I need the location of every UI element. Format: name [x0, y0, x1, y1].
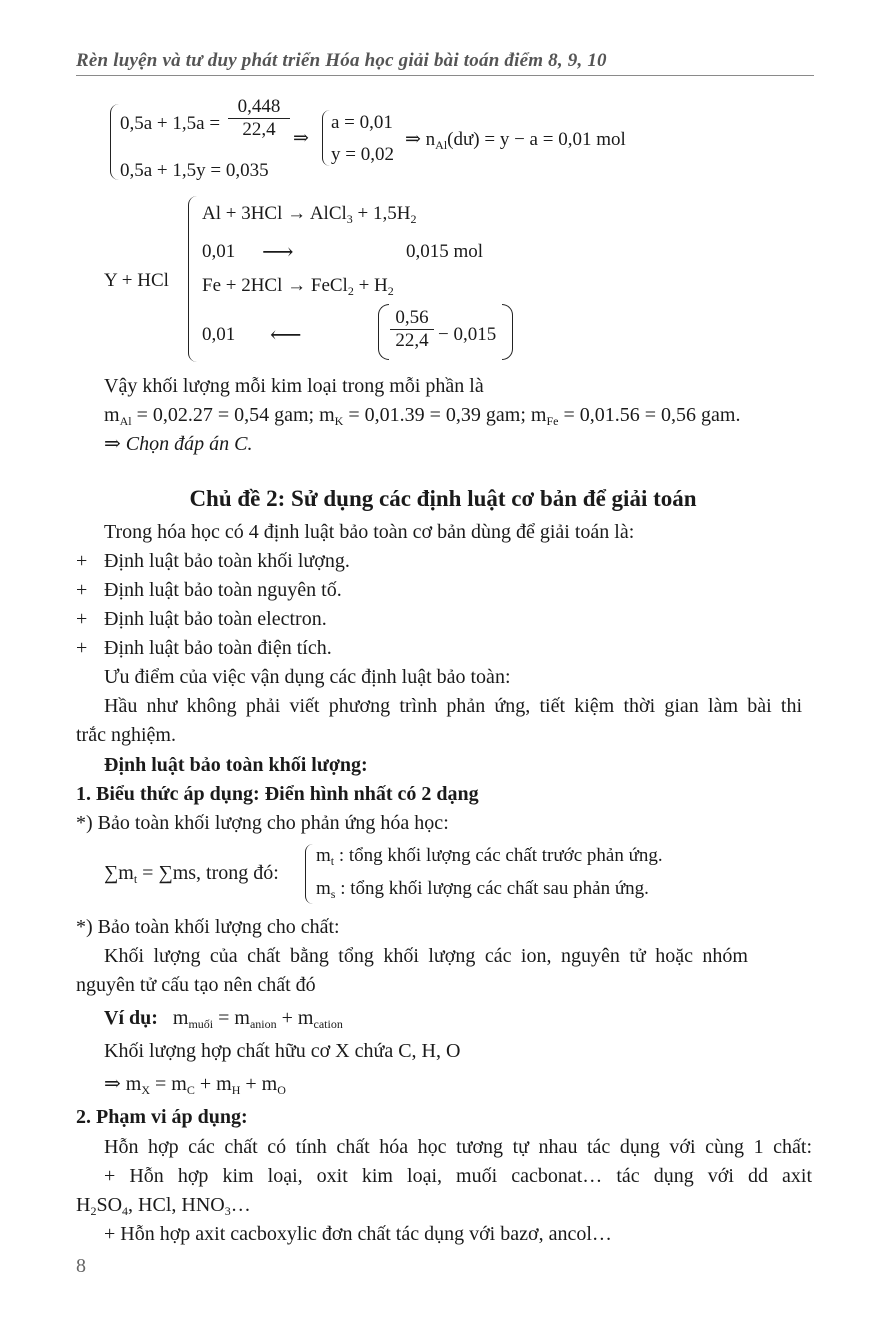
- mass-line2: nguyên tử cấu tạo nên chất đó: [76, 974, 316, 996]
- r1-tail: + 1,5H: [352, 203, 411, 224]
- org-so: O: [277, 1083, 286, 1097]
- law-item: Định luật bảo toàn điện tích.: [104, 637, 332, 659]
- org-sc: C: [186, 1083, 195, 1097]
- r2-right: 0,015 mol: [406, 241, 484, 262]
- sub-4: 4: [122, 1204, 129, 1218]
- organic-formula: [104, 1070, 286, 1099]
- org-b: = m: [150, 1073, 187, 1095]
- section-title: Chủ đề 2: Sử dụng các định luật cơ bản để giải toán: [189, 486, 697, 511]
- org-a: ⇒ m: [104, 1073, 142, 1095]
- ex-sub3: cation: [313, 1017, 343, 1031]
- fe-val: = 0,01.56 = 0,56 gam.: [558, 404, 741, 426]
- r4-fraction: [390, 307, 434, 352]
- mt-text: : tổng khối lượng các chất trước phản ứng.: [334, 845, 663, 866]
- page-number: 8: [76, 1255, 86, 1277]
- sum-sub: t: [133, 872, 138, 886]
- al-val: = 0,02.27 = 0,54 gam; m: [131, 404, 335, 426]
- solution-a: a = 0,01: [331, 112, 393, 133]
- star-item-1: *) Bảo toàn khối lượng cho phản ứng hóa học:: [76, 812, 449, 834]
- law-item: Định luật bảo toàn electron.: [104, 608, 327, 630]
- r4-tail: − 0,015: [438, 324, 497, 345]
- r1-text: Al + 3HCl → AlCl: [202, 203, 347, 224]
- scope-bullet-2: + Hỗn hợp axit cacboxylic đơn chất tác dụng với bazơ, ancol…: [104, 1223, 612, 1245]
- example-line: [104, 1004, 343, 1033]
- ms-text: : tổng khối lượng các chất sau phản ứng.: [335, 878, 649, 899]
- reaction-brace: [188, 196, 197, 362]
- ex-m1: m: [172, 1007, 189, 1029]
- scope-bullet-1: + Hỗn hợp kim loại, oxit kim loại, muối cacbonat… tác dụng với dd axit: [104, 1165, 812, 1187]
- scope-bullet-1-cont: [76, 1191, 251, 1220]
- bullet-mark: +: [76, 550, 88, 572]
- ex-plus: + m: [276, 1007, 314, 1029]
- h-letter: H: [76, 1194, 91, 1216]
- mass-line1: Khối lượng của chất bằng tổng khối lượng các ion, nguyên tử hoặc nhóm: [104, 945, 748, 967]
- hcl-hno: , HCl, HNO: [128, 1194, 225, 1216]
- implies-arrow: ⇒: [293, 128, 309, 149]
- left-brace: [110, 104, 119, 180]
- eq1-fraction: [228, 96, 290, 141]
- fraction-denominator: 22,4: [242, 119, 276, 140]
- law-item: Định luật bảo toàn khối lượng.: [104, 550, 350, 572]
- so-letters: SO: [96, 1194, 123, 1216]
- header-rule: [76, 75, 814, 76]
- m-al: m: [104, 404, 120, 426]
- r3-sub: 2: [347, 284, 354, 298]
- answer-choice: ⇒ Chọn đáp án C.: [104, 433, 253, 455]
- item-2-heading: 2. Phạm vi áp dụng:: [76, 1106, 248, 1128]
- star-item-2: *) Bảo toàn khối lượng cho chất:: [76, 916, 340, 938]
- result-al-excess: [405, 128, 626, 151]
- eq1-left: 0,5a + 1,5a =: [120, 113, 221, 134]
- org-sx: X: [141, 1083, 150, 1097]
- r3-text: Fe + 2HCl → FeCl: [202, 275, 348, 296]
- mass-law-title: Định luật bảo toàn khối lượng:: [104, 754, 368, 776]
- sum-b: = ∑ms, trong đó:: [137, 862, 279, 884]
- sum-a: ∑m: [104, 862, 134, 884]
- advantages-line1: Hầu như không phải viết phương trình phản ứng, tiết kiệm thời gian làm bài thi: [104, 695, 802, 717]
- ellipsis: …: [230, 1194, 251, 1216]
- r3-tail: + H: [353, 275, 388, 296]
- ms-definition: [316, 878, 649, 900]
- k-val: = 0,01.39 = 0,39 gam; m: [343, 404, 547, 426]
- reaction-label: Y + HCl: [104, 270, 169, 291]
- result-post: (dư) = y − a = 0,01 mol: [447, 129, 626, 150]
- al-sub: Al: [119, 414, 132, 428]
- result-sub: Al: [435, 138, 448, 152]
- org-sh: H: [231, 1083, 241, 1097]
- org-c: + m: [194, 1073, 232, 1095]
- r4-numerator: 0,56: [390, 307, 434, 330]
- solution-y: y = 0,02: [331, 144, 394, 165]
- advantages-title: Ưu điểm của việc vận dụng các định luật bảo toàn:: [104, 666, 511, 688]
- item-1-heading: 1. Biểu thức áp dụng: Điển hình nhất có 2 dạng: [76, 783, 479, 805]
- bullet-mark: +: [76, 579, 88, 601]
- eq2: 0,5a + 1,5y = 0,035: [120, 160, 269, 181]
- bullet-mark: +: [76, 608, 88, 630]
- intro-text: Trong hóa học có 4 định luật bảo toàn cơ bản dùng để giải toán là:: [104, 521, 635, 543]
- r4-arrow: ⟵: [270, 322, 302, 347]
- left-paren: [378, 304, 389, 360]
- org-d: + m: [240, 1073, 278, 1095]
- sum-brace: [305, 844, 313, 904]
- ms-sub: s: [330, 887, 336, 901]
- fe-sub: Fe: [546, 414, 559, 428]
- r4-denominator: 22,4: [395, 330, 429, 351]
- r2-left: 0,01: [202, 241, 236, 262]
- organic-line: Khối lượng hợp chất hữu cơ X chứa C, H, O: [104, 1040, 461, 1062]
- mass-results: [104, 401, 740, 430]
- conclusion-line: Vậy khối lượng mỗi kim loại trong mỗi phần là: [104, 375, 484, 397]
- bullet-mark: +: [76, 637, 88, 659]
- sub-2: 2: [90, 1204, 97, 1218]
- reaction-fe: [202, 275, 394, 297]
- ex-eq: = m: [213, 1007, 250, 1029]
- reaction-al: [202, 203, 416, 225]
- fraction-numerator: 0,448: [228, 96, 290, 119]
- sub-3: 3: [224, 1204, 231, 1218]
- example-label: Ví dụ:: [104, 1007, 158, 1029]
- mt-sub: t: [330, 854, 335, 868]
- r4-left: 0,01: [202, 324, 236, 345]
- right-brace: [322, 110, 330, 166]
- running-header: Rèn luyện và tư duy phát triển Hóa học giải bài toán điểm 8, 9, 10: [76, 50, 607, 71]
- mt-m: m: [316, 845, 331, 866]
- r1-sub: 3: [346, 212, 353, 226]
- scope-line: Hỗn hợp các chất có tính chất hóa học tương tự nhau tác dụng với cùng 1 chất:: [104, 1136, 812, 1158]
- advantages-line2: trắc nghiệm.: [76, 724, 176, 746]
- ms-m: m: [316, 878, 331, 899]
- law-item: Định luật bảo toàn nguyên tố.: [104, 579, 342, 601]
- r3-sub2: 2: [387, 284, 394, 298]
- result-pre: ⇒ n: [405, 129, 436, 150]
- k-sub: K: [334, 414, 344, 428]
- ex-sub2: anion: [249, 1017, 277, 1031]
- sum-left: [104, 859, 279, 888]
- r1-sub2: 2: [410, 212, 417, 226]
- ex-sub1: muối: [188, 1017, 214, 1031]
- r2-arrow: ⟶: [262, 239, 294, 264]
- mt-definition: [316, 845, 663, 867]
- right-paren: [502, 304, 513, 360]
